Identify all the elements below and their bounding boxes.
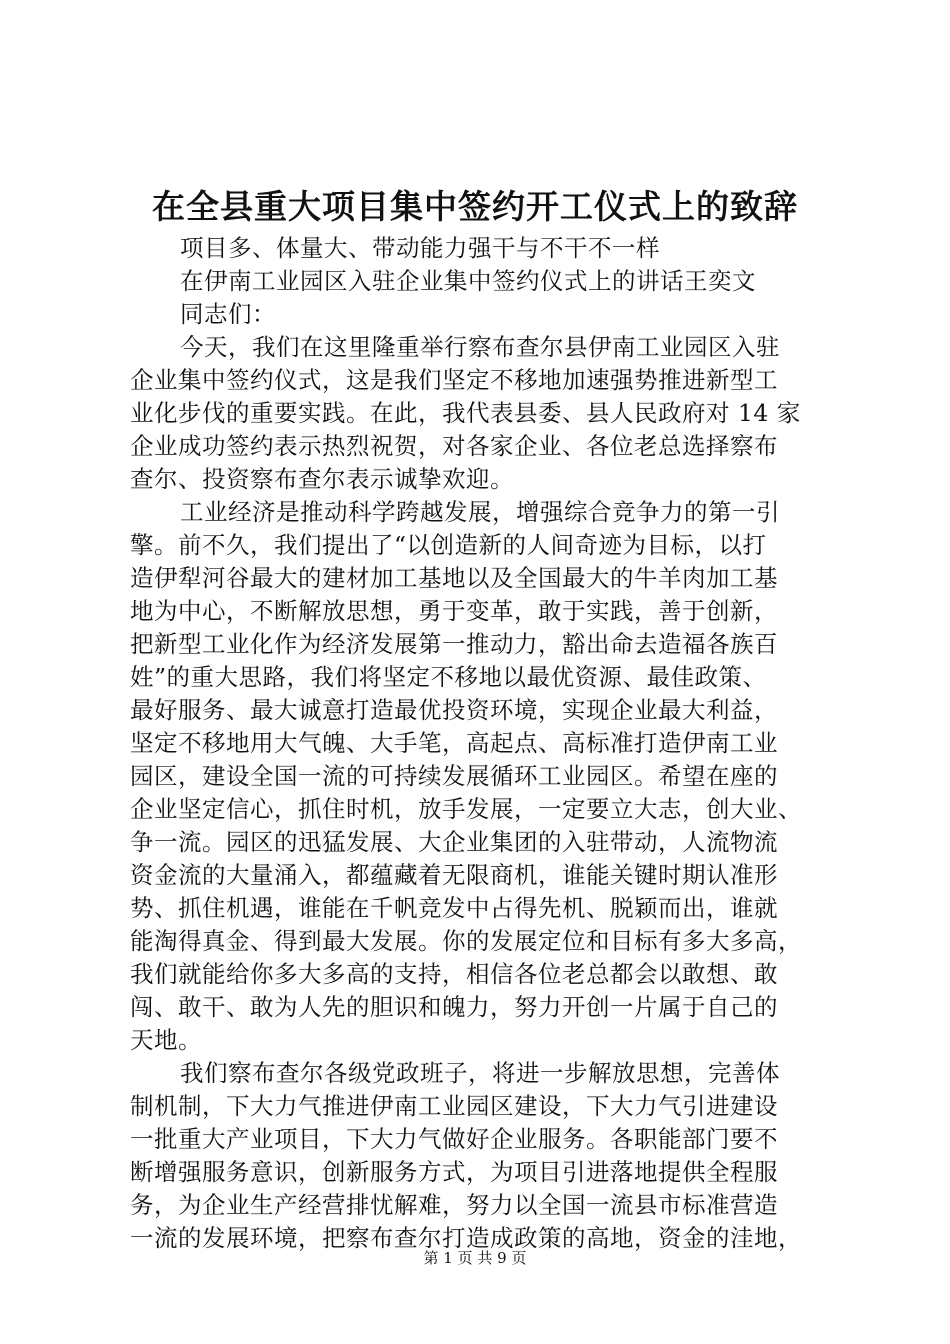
text-line: 企业成功签约表示热烈祝贺，对各家企业、各位老总选择察布 <box>130 432 778 460</box>
text-line: 在伊南工业园区入驻企业集中签约仪式上的讲话王奕文 <box>180 267 756 295</box>
text-line: 姓”的重大思路，我们将坚定不移地以最优资源、最佳政策、 <box>130 663 767 691</box>
text-line: 制机制，下大力气推进伊南工业园区建设，下大力气引进建设 <box>130 1092 778 1120</box>
text-line: 闯、敢干、敢为人先的胆识和魄力，努力开创一片属于自己的 <box>130 993 778 1021</box>
text-line: 争一流。园区的迅猛发展、大企业集团的入驻带动，人流物流 <box>130 828 778 856</box>
text-line: 一批重大产业项目，下大力气做好企业服务。各职能部门要不 <box>130 1125 778 1153</box>
text-line: 务，为企业生产经营排忧解难，努力以全国一流县市标准营造 <box>130 1191 778 1219</box>
text-line: 企业集中签约仪式，这是我们坚定不移地加速强势推进新型工 <box>130 366 778 394</box>
text-line: 天地。 <box>130 1026 202 1054</box>
text-line: 今天，我们在这里隆重举行察布查尔县伊南工业园区入驻 <box>180 333 780 361</box>
text-line: 坚定不移地用大气魄、大手笔，高起点、高标准打造伊南工业 <box>130 729 778 757</box>
page-footer: 第 1 页 共 9 页 <box>423 1249 527 1267</box>
document-body <box>130 232 830 1255</box>
text-line: 企业坚定信心，抓住时机，放手发展，一定要立大志，创大业、 <box>130 795 802 823</box>
text-line: 园区，建设全国一流的可持续发展循环工业园区。希望在座的 <box>130 762 778 790</box>
text-line: 工业经济是推动科学跨越发展，增强综合竞争力的第一引 <box>180 498 780 526</box>
text-line: 势、抓住机遇，谁能在千帆竞发中占得先机、脱颖而出，谁就 <box>130 894 778 922</box>
text-line: 地为中心，不断解放思想，勇于变革，敢于实践，善于创新， <box>130 597 778 625</box>
text-line: 一流的发展环境，把察布查尔打造成政策的高地，资金的洼地， <box>130 1224 802 1252</box>
text-line: 最好服务、最大诚意打造最优投资环境，实现企业最大利益， <box>130 696 778 724</box>
text-line: 我们就能给你多大多高的支持，相信各位老总都会以敢想、敢 <box>130 960 778 988</box>
text-line: 业化步伐的重要实践。在此，我代表县委、县人民政府对 14 家 <box>130 399 801 427</box>
text-line: 擎。前不久，我们提出了“以创造新的人间奇迹为目标，以打 <box>130 531 767 559</box>
text-line: 造伊犁河谷最大的建材加工基地以及全国最大的牛羊肉加工基 <box>130 564 778 592</box>
text-line: 同志们： <box>180 300 276 328</box>
text-line: 我们察布查尔各级党政班子，将进一步解放思想，完善体 <box>180 1059 780 1087</box>
text-line: 查尔、投资察布查尔表示诚挚欢迎。 <box>130 465 514 493</box>
document-title: 在全县重大项目集中签约开工仪式上的致辞 <box>152 187 798 226</box>
text-line: 把新型工业化作为经济发展第一推动力，豁出命去造福各族百 <box>130 630 778 658</box>
text-line: 断增强服务意识，创新服务方式，为项目引进落地提供全程服 <box>130 1158 778 1186</box>
text-line: 项目多、体量大、带动能力强干与不干不一样 <box>180 234 660 262</box>
text-line: 资金流的大量涌入，都蕴藏着无限商机，谁能关键时期认准形 <box>130 861 778 889</box>
text-line: 能淘得真金、得到最大发展。你的发展定位和目标有多大多高， <box>130 927 802 955</box>
